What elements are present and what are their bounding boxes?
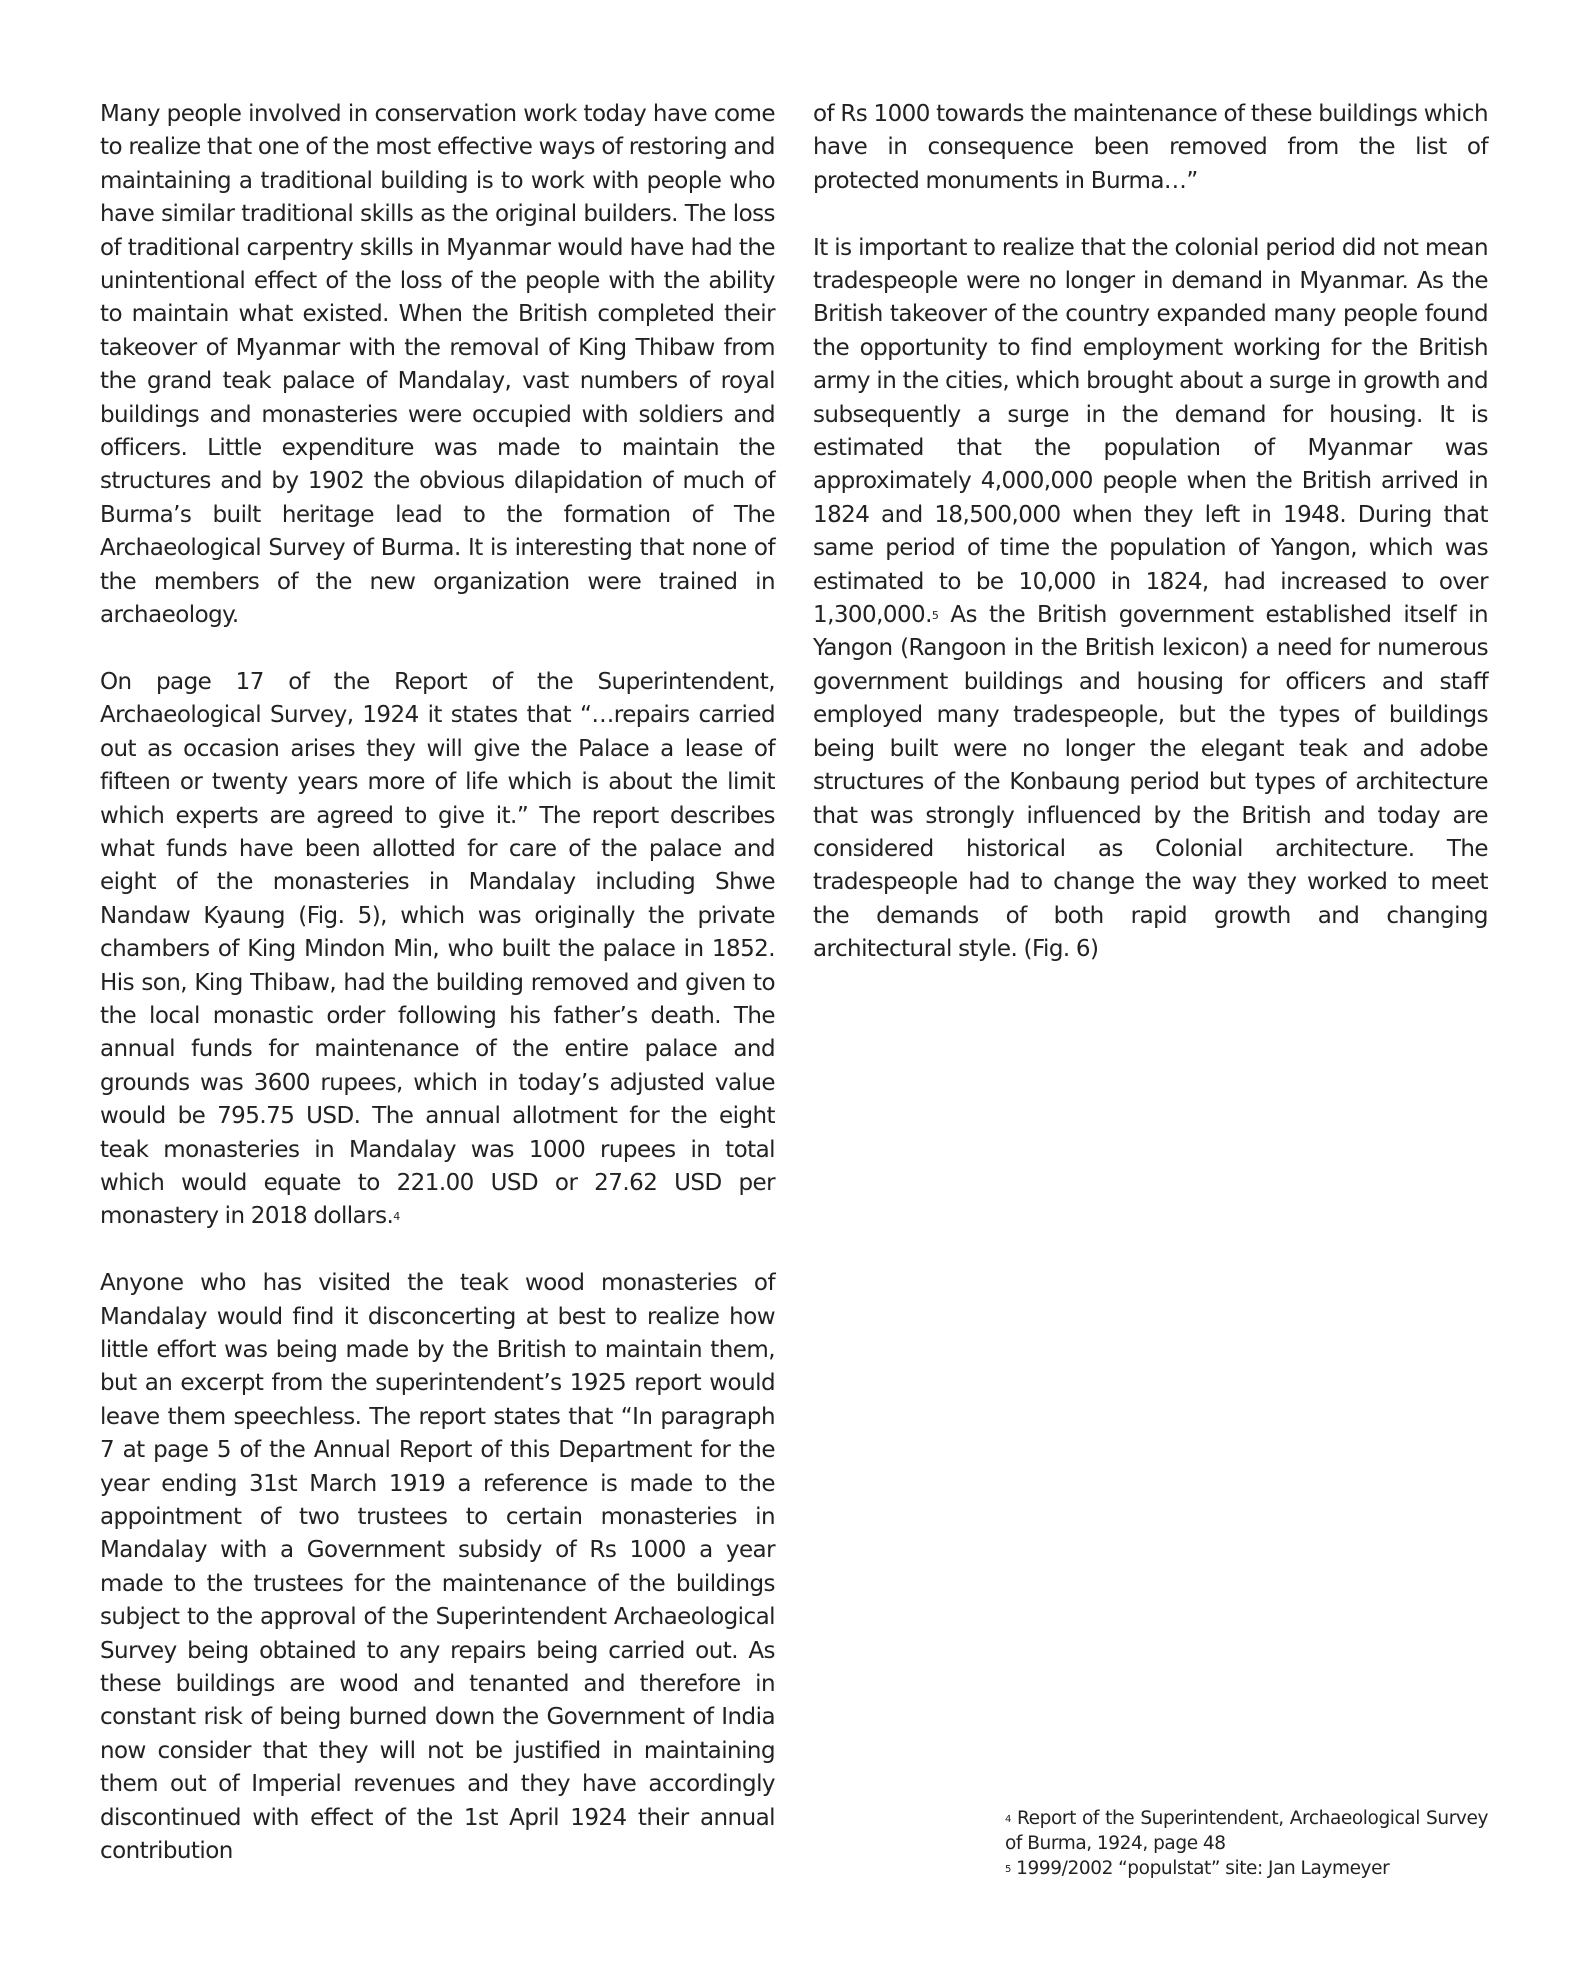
footnote-text: 1999/2002 “populstat” site: Jan Laymeyer xyxy=(1010,1858,1390,1879)
paragraph-text: Many people involved in conservation work today have come to realize that one of the most effective ways of restoring and maintaining a traditional building is to work with people who have similar traditional skills as the original builders. The loss of traditional carpentry skills in Myanmar would have had the unintentional effect of the loss of the people with the ability to maintain what existed. When the British completed their takeover of Myanmar with the removal of King Thibaw from the grand teak palace of Mandalay, vast numbers of royal buildings and monasteries were occupied with soldiers and officers. Little expenditure was made to maintain the structures and by 1902 the obvious dilapidation of much of Burma’s built heritage lead to the formation of The Archaeological Survey of Burma. It is interesting that none of the members of the new organization were trained in archaeology. xyxy=(100,101,775,629)
footnote-reference: 4 xyxy=(393,1210,400,1224)
footnote-number: 4 xyxy=(1005,1814,1011,1825)
footnote xyxy=(1005,1806,1488,1856)
footnote-text: Report of the Superintendent, Archaeological Survey of Burma, 1924, page 48 xyxy=(1005,1808,1488,1854)
paragraph-text: As the British government established itself in Yangon (Rangoon in the British lexicon) a need for numerous government buildings and housing for officers and staff employed many tradespeople, but the types of buildings being built were no longer the elegant teak and adobe structures of the Konbaung period but types of architecture that was strongly influenced by the British and today are considered historical as Colonial architecture. The tradespeople had to change the way they worked to meet the demands of both rapid growth and changing architectural style. (Fig. 6) xyxy=(813,602,1488,963)
body-paragraph xyxy=(100,666,775,1234)
right-column xyxy=(813,98,1488,967)
body-paragraph xyxy=(813,98,1488,198)
footnote xyxy=(1005,1856,1488,1881)
footnote-number: 5 xyxy=(1005,1864,1011,1875)
footnote-reference: 5 xyxy=(931,609,939,623)
paragraph-text: It is important to realize that the colonial period did not mean tradespeople were no longer in demand in Myanmar. As the British takeover of the country expanded many people found the opportunity to find employment working for the British army in the cities, which brought about a surge in growth and subsequently a surge in the demand for housing. It is estimated that the population of Myanmar was approximately 4,000,000 people when the British arrived in 1824 and 18,500,000 when they left in 1948. During that same period of time the population of Yangon, which was estimated to be 10,000 in 1824, had increased to over 1,300,000. xyxy=(813,234,1488,629)
paragraph-text: Anyone who has visited the teak wood monasteries of Mandalay would find it disconcerting at best to realize how little effort was being made by the British to maintain them, but an excerpt from the superintendent’s 1925 report would leave them speechless. The report states that “In paragraph 7 at page 5 of the Annual Report of this Department for the year ending 31st March 1919 a reference is made to the appointment of two trustees to certain monasteries in Mandalay with a Government subsidy of Rs 1000 a year made to the trustees for the maintenance of the buildings subject to the approval of the Superintendent Archaeological Survey being obtained to any repairs being carried out. As these buildings are wood and tenanted and therefore in constant risk of being burned down the Government of India now consider that they will not be justified in maintaining them out of Imperial revenues and they have accordingly discontinued with effect of the 1st April 1924 their annual contribution xyxy=(100,1270,775,1865)
body-paragraph xyxy=(100,98,775,633)
body-paragraph xyxy=(100,1267,775,1868)
paragraph-text: of Rs 1000 towards the maintenance of these buildings which have in consequence been removed from the list of protected monuments in Burma…” xyxy=(813,101,1488,194)
footnotes xyxy=(1005,1806,1488,1881)
left-column xyxy=(100,98,775,1869)
paragraph-text: On page 17 of the Report of the Superintendent, Archaeological Survey, 1924 it states that “…repairs carried out as occasion arises they will give the Palace a lease of fifteen or twenty years more of life which is about the limit which experts are agreed to give it.” The report describes what funds have been allotted for care of the palace and eight of the monasteries in Mandalay including Shwe Nandaw Kyaung (Fig. 5), which was originally the private chambers of King Mindon Min, who built the palace in 1852. His son, King Thibaw, had the building removed and given to the local monastic order following his father’s death. The annual funds for maintenance of the entire palace and grounds was 3600 rupees, which in today’s adjusted value would be 795.75 USD. The annual allotment for the eight teak monasteries in Mandalay was 1000 rupees in total which would equate to 221.00 USD or 27.62 USD per monastery in 2018 dollars. xyxy=(100,668,775,1230)
body-paragraph xyxy=(813,232,1488,967)
